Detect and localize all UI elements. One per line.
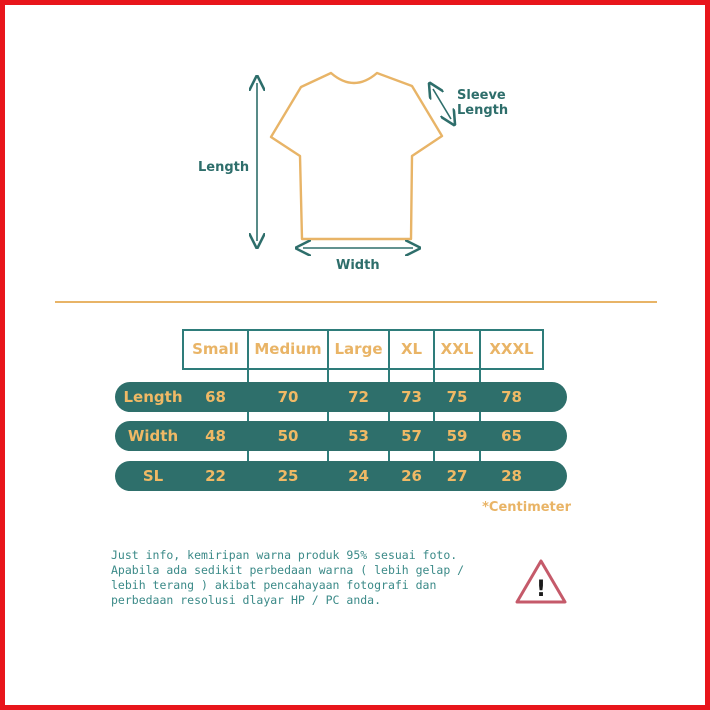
- table-cell: 73: [401, 388, 422, 406]
- table-cell: 50: [277, 427, 299, 445]
- table-row-sl: [115, 461, 567, 491]
- warning-symbol: !: [535, 577, 547, 602]
- width-label: Width: [336, 258, 380, 273]
- header-xl: XL: [400, 340, 423, 358]
- table-cell: 22: [205, 467, 226, 485]
- section-divider: [55, 301, 657, 303]
- disclaimer-line: Just info, kemiripan warna produk 95% sesuai foto.: [111, 548, 458, 562]
- table-cell: 26: [401, 467, 422, 485]
- table-cell: 57: [401, 427, 422, 445]
- table-cell: 72: [348, 388, 369, 406]
- sleeve-length-label: [457, 88, 508, 118]
- header-small: Small: [192, 340, 239, 358]
- disclaimer-line: perbedaan resolusi dlayar HP / PC anda.: [111, 593, 382, 607]
- color-disclaimer: [111, 548, 511, 608]
- table-cell: 59: [446, 427, 468, 445]
- header-xxxl: XXXL: [489, 340, 534, 358]
- unit-note: *Centimeter: [482, 500, 571, 515]
- table-cell: 25: [277, 467, 299, 485]
- table-cell: 28: [501, 467, 522, 485]
- length-label: Length: [198, 160, 250, 175]
- garment-diagram: [5, 5, 705, 305]
- disclaimer-line: Apabila ada sedikit perbedaan warna ( lebih gelap /: [111, 563, 465, 577]
- table-cell: 78: [501, 388, 522, 406]
- row-label: SL: [142, 467, 164, 485]
- sleeve-label-line2: Length: [457, 103, 509, 118]
- row-label: Width: [127, 427, 179, 445]
- table-cell: 68: [205, 388, 226, 406]
- table-cell: 65: [501, 427, 522, 445]
- sleeve-arrow: [433, 89, 451, 119]
- table-cell: 70: [277, 388, 299, 406]
- size-chart-page: [5, 5, 705, 705]
- sleeve-label-line1: Sleeve: [457, 88, 506, 103]
- header-xxl: XXL: [440, 340, 474, 358]
- table-row-length: [115, 382, 567, 412]
- header-medium: Medium: [254, 340, 322, 358]
- warning-triangle-icon: [513, 557, 569, 607]
- row-label: Length: [123, 388, 183, 406]
- table-cell: 24: [348, 467, 369, 485]
- table-row-width: [115, 421, 567, 451]
- disclaimer-line: lebih terang ) akibat pencahayaan fotografi dan: [111, 578, 437, 592]
- table-cell: 27: [446, 467, 468, 485]
- header-large: Large: [334, 340, 383, 358]
- table-cell: 48: [205, 427, 226, 445]
- table-cell: 75: [446, 388, 468, 406]
- table-cell: 53: [348, 427, 369, 445]
